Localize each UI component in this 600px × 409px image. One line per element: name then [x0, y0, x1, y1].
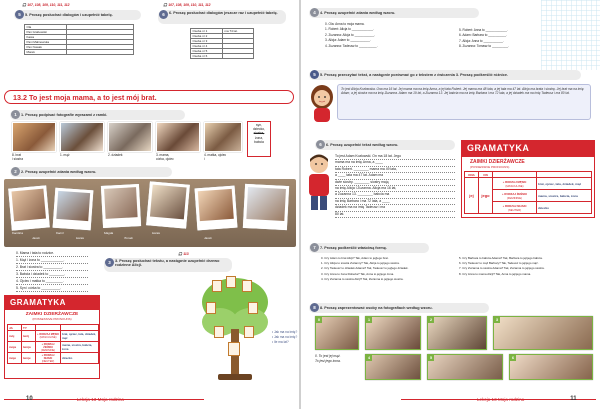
caption-text: 4. matka, ojciec — [204, 153, 227, 157]
polaroid-4 — [146, 181, 190, 228]
sentence[interactable]: 5. Syn i córka to __________. — [16, 285, 88, 292]
exercise-6-header — [158, 10, 286, 24]
frame-aunt — [248, 302, 258, 314]
choice-sentence[interactable]: 3. Czy Anna to żona Roberta? Tak, Anna to jej/jego żona. — [321, 271, 395, 276]
grammar-title: GRAMATYKA — [467, 143, 530, 153]
caption-text: 1. mąż — [60, 153, 70, 157]
section-title: 13.2 To jest moja mama, a to jest mój brat. — [13, 93, 157, 102]
row-person: Osoba nr 6 — [191, 54, 223, 59]
photo-6 — [509, 354, 593, 380]
photo-label: Hania — [76, 236, 84, 240]
sentence[interactable]: 0. Mama i tata to rodzice. — [16, 250, 88, 257]
grammar-subtitle: ZAIMKI DZIERŻAWCZE — [25, 312, 79, 317]
choice-sentence[interactable]: 5. Czy Barbara to babcia Adama? Tak, Barbara to jej/jego babcia. — [459, 256, 543, 260]
audio-ref — [163, 3, 211, 7]
col-ty: TY — [22, 325, 36, 331]
gender-rule: + RODZAJ NIJAKI — [41, 353, 55, 360]
caption-text-2: córka, ojciec — [156, 157, 174, 161]
exercise-title: 8. Proszę zaprezentować osoby na fotografiach według wzoru. — [320, 306, 433, 310]
word-item: żona, — [254, 135, 264, 140]
example-nouns: dziecko — [537, 202, 592, 214]
frame-grandpa — [226, 276, 236, 288]
row-person: Osoba nr 3 — [191, 39, 223, 44]
question-2: Jak ma na imię? — [274, 335, 298, 339]
row-name: Marek — [25, 50, 67, 55]
pronoun-ja: moja — [8, 342, 22, 353]
example-line-1: 0. To jest jej mąż. — [315, 354, 341, 358]
grammar-row — [8, 342, 99, 353]
pencil-icon: 2 — [11, 167, 20, 176]
word-item: siostra, — [253, 131, 265, 136]
footer — [477, 393, 577, 405]
exercise-6-header — [315, 140, 455, 150]
gender-rule: + RODZAJ ŻEŃSKI — [502, 191, 527, 196]
pronoun-ty: twoja — [22, 342, 36, 353]
word-item: dziecko, — [252, 127, 266, 132]
photo-1 — [365, 316, 421, 350]
read-icon: 5 — [310, 70, 319, 79]
text-line[interactable]: To jest Adam Kozłowski. On ma 18 lat. Jego — [335, 154, 455, 160]
frame-mother — [242, 280, 252, 292]
listen-icon: 3 — [105, 258, 114, 267]
photo-number: 1 — [368, 318, 370, 322]
answer-cell[interactable] — [223, 54, 254, 59]
gender-rule: + RODZAJ MĘSKI — [37, 333, 59, 336]
family-tree — [200, 274, 270, 384]
footer-text: Lekcja 13 Moja rodzina — [76, 396, 124, 402]
exercise-title: 5. Proszę posłuchać dialogów i uzupełnić tabelę. — [25, 13, 113, 17]
col-ja: JA — [8, 325, 22, 331]
answer-cell[interactable] — [67, 50, 134, 55]
photo-label: Hania — [152, 231, 160, 235]
page-number: 11 — [570, 396, 577, 402]
example-nouns: mama, siostra, babcia, żona — [537, 190, 592, 202]
grammar-row — [8, 353, 99, 364]
speak-icon: 8 — [310, 303, 319, 312]
pencil-icon: 4 — [310, 8, 319, 17]
row-name: Ola — [25, 25, 67, 30]
exercise-5-header — [309, 70, 581, 80]
photo-labels — [4, 231, 296, 245]
text-line[interactable]: dwie siostry. ________ siostry mają — [335, 180, 455, 186]
reading-text: To jest Alicja Kozłowska. Ona ma 16 lat. Jej mama ma na imię Anna, a jej tata Robert. Jej mama ma 48 lata, a jej tata ma 47 lat. Alicja ma brata i siostrę. Jej brat ma na imię Adam, a jej siostra ma na imię Zuzanna. Adam ma 19 lat, a Zuzanna 13. Jej babcia ma na imię Barbara i ma 72 lata, a jej dziadek ma na imię Tadeusz i ma 80 lat. — [341, 87, 584, 96]
caption-text-2: i — [204, 157, 205, 161]
frame-father — [206, 302, 216, 314]
exercise-7-header — [309, 243, 429, 253]
photo-label: Karolina — [12, 231, 24, 235]
word-item: babcia — [254, 139, 264, 144]
audio-ref — [178, 252, 189, 256]
photo-number: 3 — [496, 318, 498, 322]
photo-strip — [315, 316, 593, 382]
text-line[interactable]: na imię Barbara i ma 72 lata, a ____ — [335, 199, 455, 205]
gender-rule: + RODZAJ NIJAKI — [502, 203, 527, 208]
captions — [12, 152, 242, 162]
photo-label: Magda — [104, 231, 114, 235]
grammar-heading — [4, 295, 100, 309]
example-nouns: mama, siostra, babcia, żona — [61, 342, 99, 353]
grammar-row — [465, 178, 592, 190]
girl-avatar — [309, 84, 335, 122]
sentence[interactable]: 1. Mąż i żona to ____________. — [16, 257, 88, 264]
track-numbers: 113 — [183, 252, 189, 256]
photo-mama — [156, 122, 200, 152]
exercise-title: 6. Proszę uzupełnić tekst według wzoru. — [326, 143, 399, 147]
caption-text: 2. dziadek — [108, 153, 123, 157]
ex4-left — [325, 22, 378, 49]
gender-rule: + RODZAJ MĘSKI — [502, 179, 527, 184]
grammar-box — [461, 156, 595, 218]
ex7-right — [459, 256, 597, 277]
track-numbers: 107, 108, 109, 110, 111, 112 — [27, 3, 70, 7]
right-page — [301, 0, 600, 409]
ex2-sentences — [16, 250, 88, 292]
example-nouns: brat, ojciec, tata, dziadek, mąż — [537, 178, 592, 190]
example-nouns: brat, ojciec, tata, dziadek, mąż — [61, 331, 99, 342]
sentence[interactable]: 2. Zuzanna: Alicja to ___________. — [325, 32, 375, 37]
exercise-title: 5. Proszę przeczytać tekst, a następnie porównać go z tekstem z ćwiczenia 3. Proszę podkreślić różnice. — [320, 73, 509, 77]
text-line[interactable]: a ____ tata ma 47 lat. Adam ma — [335, 173, 455, 179]
exercise-2-header — [10, 167, 172, 177]
listen-icon: 5 — [15, 10, 24, 19]
gender-rule-en: (MASCULINE) — [505, 183, 524, 188]
gender-rule: + RODZAJ ŻEŃSKI — [41, 342, 55, 349]
caption-text: 3. mama, — [156, 153, 170, 157]
sentence[interactable]: 4. Zuzanna: Tadeusz to __________. — [325, 43, 378, 48]
gender-rule-en: (FEMININE) — [506, 195, 523, 200]
frame-brother — [214, 326, 224, 338]
gender-rule-en: (FEMININE) — [40, 348, 56, 352]
choice-sentence[interactable]: 0. Czy Adam to brat Alicji? Tak, Adam to jej/jego brat. — [321, 256, 389, 260]
frame-alicja — [228, 342, 240, 356]
photo-caption — [12, 153, 56, 161]
exercise-8-header — [309, 303, 489, 313]
sentence[interactable]: 1. Robert: Alicja to ____________. — [325, 27, 374, 32]
headphones-icon: 🎧 — [178, 252, 183, 256]
pronoun-jego: jego — [479, 178, 493, 214]
photo-caption — [204, 153, 248, 161]
choice-sentence[interactable]: 7. Czy Zuzanna to siostra Adama? Tak, Zuzanna to jej/jego siostra. — [459, 266, 545, 271]
speech-questions: • Jak ma na imię? • Jak ma na imię? • Ile ma lat? — [272, 330, 298, 344]
table-ex5 — [24, 24, 134, 55]
photo-3 — [493, 316, 593, 350]
polaroid-2 — [53, 188, 94, 231]
photo-number: 5 — [430, 356, 432, 360]
photo-brat-siostra — [12, 122, 56, 152]
pencil-icon: 6 — [316, 140, 325, 149]
grammar-title: GRAMATYKA — [10, 297, 66, 307]
grammar-box — [4, 309, 100, 379]
ex6-text — [335, 154, 455, 218]
exercise-title: 6. Proszę posłuchać dialogów jeszcze raz i uzupełnić tabelę. — [169, 11, 278, 15]
ex8-example — [315, 354, 361, 364]
row-name: Pan Grabowski — [25, 30, 67, 35]
question-1: Jak ma na imię? — [274, 330, 298, 334]
exercise-4-header — [309, 8, 479, 18]
pronoun-jej: jej — [465, 178, 479, 214]
headphones-icon: 🎧 — [22, 3, 27, 7]
sentence[interactable]: 3. Babcia i dziadek to ________. — [16, 271, 88, 278]
polaroid-3 — [101, 184, 141, 228]
grammar-subtitle-en: (POSSESSIVE PRONOUNS) — [470, 165, 510, 169]
grid-decoration — [541, 0, 600, 70]
sentence[interactable]: 4. Ojciec i matka to _________. — [16, 278, 88, 285]
table-ex6 — [190, 28, 254, 59]
pencil-icon: 7 — [310, 243, 319, 252]
footer-text: Lekcja 13 Moja rodzina — [477, 396, 525, 402]
answer-cell[interactable]: ma 74 lat. — [223, 29, 254, 34]
exercise-title: 2. Proszę uzupełnić zdania według wzoru. — [21, 170, 97, 174]
frame-grandma — [212, 280, 222, 292]
polaroid-5 — [195, 186, 238, 231]
photo-label: Jacek — [32, 236, 40, 240]
photo-caption — [156, 153, 200, 161]
tree-illustration — [200, 274, 270, 384]
col-ona: ONA — [465, 172, 479, 178]
word-box — [247, 121, 271, 157]
frame-sister — [244, 326, 254, 338]
ex4-right — [459, 28, 509, 50]
photo-number: 0 — [318, 318, 320, 322]
row-person: Osoba nr 4 — [191, 44, 223, 49]
photo-5 — [427, 354, 503, 380]
section-title-box — [4, 90, 294, 104]
boy-avatar — [305, 152, 333, 212]
text-line[interactable]: a Zuzanna 13. ________ babcia ma — [335, 192, 455, 198]
row-name: Kasia — [25, 35, 67, 40]
grammar-table — [464, 171, 592, 214]
headphones-icon: 🎧 — [163, 3, 168, 7]
text-bubble — [337, 84, 591, 120]
photo-label: Jacek — [204, 236, 212, 240]
exercise-title: 1. Proszę podpisać fotografie wyrazami z ramki. — [21, 113, 108, 117]
gender-rule-en: (NEUTER) — [41, 359, 55, 363]
grammar-subtitle-en: (POSSESSIVE PRONOUNS) — [32, 317, 72, 321]
polaroid-6 — [243, 184, 289, 230]
photo-number: 4 — [368, 356, 370, 360]
exercise-1-header — [10, 110, 185, 120]
text-line[interactable]: tata Robert. ________ mama ma 49 lata, — [335, 167, 455, 173]
photo-number: 2 — [430, 318, 432, 322]
photo-caption — [60, 153, 104, 157]
row-person: Osoba nr 5 — [191, 49, 223, 54]
example-line-2: To jest jego żona. — [315, 359, 341, 363]
row-name: Pan Nowak — [25, 45, 67, 50]
choice-sentence[interactable]: 1. Czy Alicja to siostra Zuzanny? Tak, Alicja to jej/jego siostra. — [321, 261, 400, 266]
sentence[interactable]: 8. Zuzanna: Tomasz to _________. — [459, 44, 509, 49]
caption-text-2: i siostra — [12, 157, 23, 161]
sentence[interactable]: 6. Adam: Barbara to __________. — [459, 33, 507, 38]
choice-sentence[interactable]: 6. Czy Tadeusz to mąż Barbary? Tak, Tadeusz to jej/jego mąż. — [459, 261, 539, 266]
row-name: Pani Malinowska — [25, 40, 67, 45]
caption-text: 8. brat — [12, 153, 22, 157]
photo-label: Tomek — [124, 236, 133, 240]
choice-sentence[interactable]: 2. Czy Tadeusz to dziadek Adama? Tak, Tadeusz to jej/jego dziadek. — [321, 266, 409, 271]
text-line[interactable]: 80 lat. — [335, 212, 455, 218]
polaroid-1 — [8, 185, 50, 230]
col-on: ON — [479, 172, 493, 178]
photo-caption — [108, 153, 152, 157]
pronoun-ty: twoje — [22, 353, 36, 364]
pronoun-ty: twój — [22, 331, 36, 342]
exercise-title: 3. Proszę posłuchać tekstu, a następnie uzupełnić drzewo rodzinne Alicji. — [115, 259, 220, 267]
photo-2 — [427, 316, 487, 350]
pronoun-ja: mój — [8, 331, 22, 342]
gender-rule-en: (MASCULINE) — [39, 336, 57, 339]
exercise-title: 7. Proszę podkreślić właściwą formę. — [320, 246, 387, 250]
track-numbers: 107, 108, 109, 110, 111, 112 — [168, 3, 211, 7]
sentence[interactable]: 3. Alicja: Adam to ___________. — [325, 38, 371, 43]
text-line[interactable]: mama ma na imię Anna, a ____ — [335, 160, 455, 166]
sentence[interactable]: 7. Alicja: Anna to ___________. — [459, 38, 504, 43]
text-line[interactable]: dziadek ma na imię Tadeusz i ma — [335, 205, 455, 211]
exercise-3-header — [104, 258, 232, 272]
photo-number: 6 — [512, 356, 514, 360]
table-row — [191, 54, 254, 59]
exercise-title: 4. Proszę uzupełnić zdania według wzoru. — [320, 11, 396, 15]
photo-4 — [365, 354, 421, 380]
grammar-heading — [461, 140, 595, 156]
row-person: Osoba nr 1 — [191, 29, 223, 34]
sentence[interactable]: 0. Ola: Anna to moja mama. — [325, 22, 365, 26]
choice-sentence[interactable]: 8. Czy Anna to mama Alicji? Tak, Anna to jej/jego mama. — [459, 271, 532, 276]
example-nouns: dziecko — [61, 353, 99, 364]
page-number: 10 — [26, 396, 33, 402]
row-person: Osoba nr 2 — [191, 34, 223, 39]
table-row — [25, 50, 134, 55]
grammar-table — [7, 324, 99, 364]
gender-rule-en: (NEUTER) — [507, 207, 522, 212]
footer — [26, 393, 124, 405]
grammar-row — [8, 331, 99, 342]
photo-dziadek — [108, 122, 152, 152]
exercise-5-header — [14, 10, 141, 20]
pencil-icon: 1 — [11, 110, 20, 119]
photo-maz — [60, 122, 104, 152]
sentence[interactable]: 5. Robert: Anna to ____________. — [459, 28, 508, 32]
boy-illustration — [305, 152, 333, 212]
audio-ref — [22, 3, 70, 7]
left-page — [0, 0, 299, 409]
photo-board — [4, 179, 296, 247]
photo-matka-ojciec — [204, 122, 242, 152]
photo-label: Kamil — [56, 231, 64, 235]
photo-row — [12, 122, 242, 162]
pronoun-ja: moje — [8, 353, 22, 364]
choice-sentence[interactable]: 4. Czy Zuzanna to siostra Alicji? Tak, Zuzanna to jej/jego siostra. — [321, 276, 404, 281]
grammar-subtitle: ZAIMKI DZIERŻAWCZE — [470, 159, 525, 165]
girl-illustration — [309, 84, 335, 122]
sentence[interactable]: 2. Brat i siostra to __________. — [16, 264, 88, 271]
word-item: syn, — [255, 123, 263, 127]
question-3: Ile ma lat? — [274, 340, 289, 344]
listen-icon: 6 — [159, 10, 168, 19]
text-line[interactable]: na imię Alicja i Zuzanna. Alicja ma 16 lat, — [335, 186, 455, 192]
ex7-left — [321, 256, 459, 282]
